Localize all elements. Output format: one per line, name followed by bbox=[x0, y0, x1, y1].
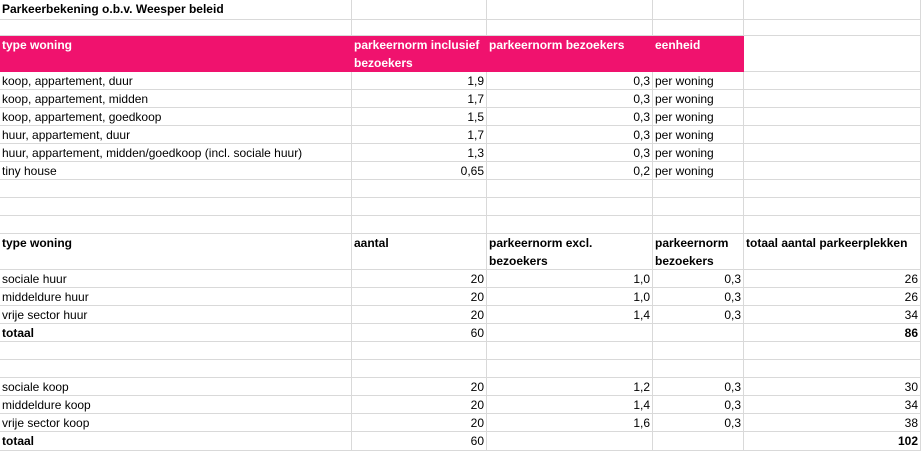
empty-cell[interactable] bbox=[352, 342, 487, 360]
table1-header-cell[interactable]: eenheid bbox=[653, 36, 744, 72]
empty-cell[interactable] bbox=[744, 126, 921, 144]
empty-cell[interactable] bbox=[744, 162, 921, 180]
empty-cell[interactable] bbox=[0, 360, 352, 378]
table2-value-cell[interactable]: 20 bbox=[352, 270, 487, 288]
table1-value-cell[interactable]: 1,9 bbox=[352, 72, 487, 90]
table2-value-cell[interactable] bbox=[487, 432, 653, 451]
table2-header-cell[interactable]: parkeernorm excl. bezoekers bbox=[487, 234, 653, 270]
empty-cell[interactable] bbox=[487, 180, 653, 198]
empty-cell[interactable] bbox=[352, 216, 487, 234]
empty-cell[interactable] bbox=[487, 20, 653, 36]
table2-value-cell[interactable]: 20 bbox=[352, 306, 487, 324]
empty-cell[interactable] bbox=[744, 0, 921, 20]
table1-value-cell[interactable]: 1,7 bbox=[352, 90, 487, 108]
table1-row-label[interactable]: tiny house bbox=[0, 162, 352, 180]
empty-cell[interactable] bbox=[744, 20, 921, 36]
table2-value-cell[interactable]: 0,3 bbox=[653, 378, 744, 396]
table2-value-cell[interactable]: 60 bbox=[352, 324, 487, 342]
table2-header-cell[interactable]: parkeernorm bezoekers bbox=[653, 234, 744, 270]
empty-cell[interactable] bbox=[487, 198, 653, 216]
empty-cell[interactable] bbox=[487, 360, 653, 378]
table2-value-cell[interactable]: 34 bbox=[744, 306, 921, 324]
table2-value-cell[interactable]: 1,0 bbox=[487, 288, 653, 306]
empty-cell[interactable] bbox=[352, 20, 487, 36]
table2-value-cell[interactable]: 26 bbox=[744, 288, 921, 306]
empty-cell[interactable] bbox=[0, 342, 352, 360]
table2-value-cell[interactable]: 1,6 bbox=[487, 414, 653, 432]
table2-row-label[interactable]: middeldure huur bbox=[0, 288, 352, 306]
table2-header-cell[interactable]: totaal aantal parkeerplekken bbox=[744, 234, 921, 270]
empty-cell[interactable] bbox=[487, 216, 653, 234]
empty-cell[interactable] bbox=[653, 342, 744, 360]
table2-row-label[interactable]: totaal bbox=[0, 432, 352, 451]
empty-cell[interactable] bbox=[352, 180, 487, 198]
table2-row-label[interactable]: vrije sector koop bbox=[0, 414, 352, 432]
empty-cell[interactable] bbox=[744, 216, 921, 234]
table2-row-label[interactable]: sociale koop bbox=[0, 378, 352, 396]
empty-cell[interactable] bbox=[744, 360, 921, 378]
table2-value-cell[interactable]: 102 bbox=[744, 432, 921, 451]
table1-value-cell[interactable]: 1,7 bbox=[352, 126, 487, 144]
table2-value-cell[interactable]: 38 bbox=[744, 414, 921, 432]
empty-cell[interactable] bbox=[653, 360, 744, 378]
empty-cell[interactable] bbox=[0, 20, 352, 36]
empty-cell[interactable] bbox=[744, 198, 921, 216]
empty-cell[interactable] bbox=[744, 342, 921, 360]
table2-value-cell[interactable]: 60 bbox=[352, 432, 487, 451]
empty-cell[interactable] bbox=[653, 20, 744, 36]
table2-value-cell[interactable]: 0,3 bbox=[653, 270, 744, 288]
empty-cell[interactable] bbox=[0, 198, 352, 216]
empty-cell[interactable] bbox=[487, 0, 653, 20]
empty-cell[interactable] bbox=[653, 216, 744, 234]
table1-value-cell[interactable]: 1,3 bbox=[352, 144, 487, 162]
sheet-title[interactable]: Parkeerbekening o.b.v. Weesper beleid bbox=[0, 0, 487, 20]
empty-cell[interactable] bbox=[0, 180, 352, 198]
table1-value-cell[interactable]: per woning bbox=[653, 90, 744, 108]
table2-value-cell[interactable] bbox=[487, 324, 653, 342]
table1-header-cell[interactable]: parkeernorm inclusief bezoekers bbox=[352, 36, 487, 72]
table2-value-cell[interactable]: 30 bbox=[744, 378, 921, 396]
table2-header-cell[interactable]: aantal bbox=[352, 234, 487, 270]
empty-cell[interactable] bbox=[744, 180, 921, 198]
empty-cell[interactable] bbox=[0, 216, 352, 234]
table1-value-cell[interactable]: 0,3 bbox=[487, 72, 653, 90]
table1-row-label[interactable]: huur, appartement, duur bbox=[0, 126, 352, 144]
empty-cell[interactable] bbox=[653, 0, 744, 20]
table2-value-cell[interactable]: 1,4 bbox=[487, 306, 653, 324]
table1-value-cell[interactable]: 0,3 bbox=[487, 126, 653, 144]
table2-value-cell[interactable]: 34 bbox=[744, 396, 921, 414]
empty-cell[interactable] bbox=[744, 108, 921, 126]
table1-row-label[interactable]: huur, appartement, midden/goedkoop (incl. sociale huur) bbox=[0, 144, 352, 162]
table1-value-cell[interactable]: per woning bbox=[653, 126, 744, 144]
table1-row-label[interactable]: koop, appartement, goedkoop bbox=[0, 108, 352, 126]
table2-value-cell[interactable]: 0,3 bbox=[653, 414, 744, 432]
empty-cell[interactable] bbox=[653, 180, 744, 198]
empty-cell[interactable] bbox=[653, 198, 744, 216]
table2-value-cell[interactable]: 1,4 bbox=[487, 396, 653, 414]
table2-value-cell[interactable]: 20 bbox=[352, 414, 487, 432]
table2-value-cell[interactable]: 0,3 bbox=[653, 396, 744, 414]
table2-value-cell[interactable] bbox=[653, 324, 744, 342]
table2-row-label[interactable]: sociale huur bbox=[0, 270, 352, 288]
table1-value-cell[interactable]: 1,5 bbox=[352, 108, 487, 126]
empty-cell[interactable] bbox=[352, 198, 487, 216]
table1-header-cell[interactable]: type woning bbox=[0, 36, 352, 72]
table2-value-cell[interactable]: 20 bbox=[352, 288, 487, 306]
table2-header-cell[interactable]: type woning bbox=[0, 234, 352, 270]
table1-header-cell[interactable]: parkeernorm bezoekers bbox=[487, 36, 653, 72]
table2-value-cell[interactable]: 20 bbox=[352, 396, 487, 414]
table1-row-label[interactable]: koop, appartement, duur bbox=[0, 72, 352, 90]
table1-value-cell[interactable]: per woning bbox=[653, 108, 744, 126]
table1-value-cell[interactable]: 0,3 bbox=[487, 90, 653, 108]
table1-value-cell[interactable]: 0,2 bbox=[487, 162, 653, 180]
table1-value-cell[interactable]: 0,65 bbox=[352, 162, 487, 180]
empty-cell[interactable] bbox=[744, 90, 921, 108]
table1-value-cell[interactable]: per woning bbox=[653, 162, 744, 180]
table2-row-label[interactable]: totaal bbox=[0, 324, 352, 342]
empty-cell[interactable] bbox=[744, 36, 921, 72]
table1-value-cell[interactable]: per woning bbox=[653, 72, 744, 90]
table1-row-label[interactable]: koop, appartement, midden bbox=[0, 90, 352, 108]
table2-row-label[interactable]: vrije sector huur bbox=[0, 306, 352, 324]
table2-row-label[interactable]: middeldure koop bbox=[0, 396, 352, 414]
empty-cell[interactable] bbox=[487, 342, 653, 360]
table2-value-cell[interactable]: 1,0 bbox=[487, 270, 653, 288]
table2-value-cell[interactable]: 86 bbox=[744, 324, 921, 342]
table1-value-cell[interactable]: 0,3 bbox=[487, 144, 653, 162]
table2-value-cell[interactable]: 0,3 bbox=[653, 288, 744, 306]
empty-cell[interactable] bbox=[352, 360, 487, 378]
table1-value-cell[interactable]: 0,3 bbox=[487, 108, 653, 126]
table2-value-cell[interactable]: 20 bbox=[352, 378, 487, 396]
table1-value-cell[interactable]: per woning bbox=[653, 144, 744, 162]
table2-value-cell[interactable]: 26 bbox=[744, 270, 921, 288]
table2-value-cell[interactable]: 0,3 bbox=[653, 306, 744, 324]
table2-value-cell[interactable]: 1,2 bbox=[487, 378, 653, 396]
table2-value-cell[interactable] bbox=[653, 432, 744, 451]
empty-cell[interactable] bbox=[744, 72, 921, 90]
empty-cell[interactable] bbox=[744, 144, 921, 162]
